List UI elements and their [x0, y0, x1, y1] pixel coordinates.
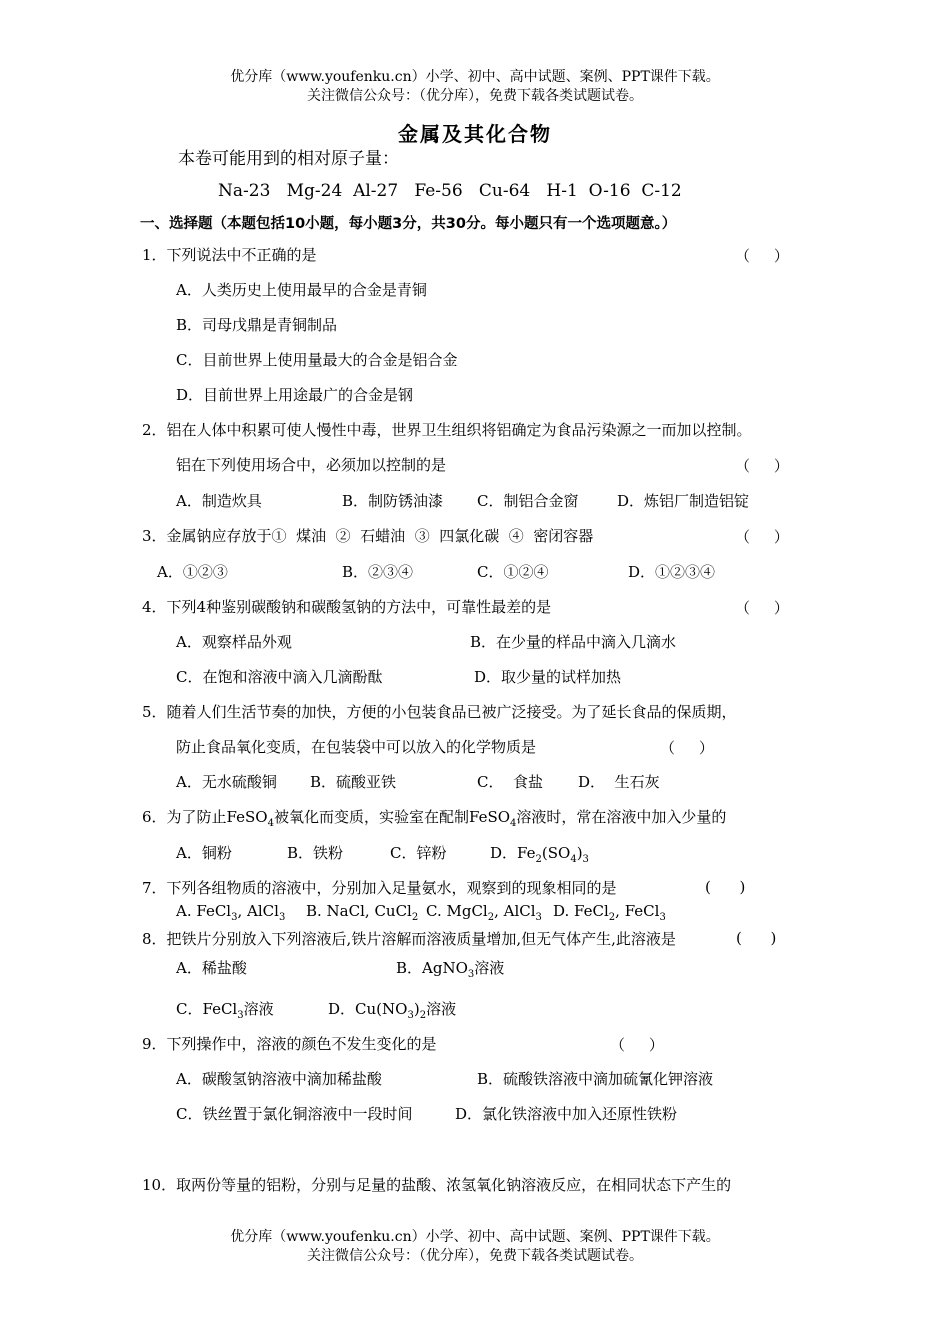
q2-option-c: C．制铝合金窗 [477, 492, 579, 510]
q4-option-b: B．在少量的样品中滴入几滴水 [470, 633, 677, 651]
atomic-intro: 本卷可能用到的相对原子量： [178, 149, 399, 169]
q1-option-c: C．目前世界上使用量最大的合金是铝合金 [176, 351, 458, 369]
q7-option-c: C. MgCl$_2$, AlCl$_3$ [426, 902, 542, 923]
page-title: 金属及其化合物 [398, 122, 552, 146]
q9-answer-paren: （ ） [610, 1036, 664, 1054]
q9-option-d: D．氯化铁溶液中加入还原性铁粉 [455, 1105, 678, 1123]
q7-option-a: A. FeCl$_3$, AlCl$_3$ [176, 902, 286, 923]
q6-stem: 6．为了防止FeSO$_4$被氧化而变质，实验室在配制FeSO$_4$溶液时，常在溶液中加入少量的 [142, 808, 727, 829]
q6-option-b: B．铁粉 [287, 844, 344, 862]
q8-option-b: B．AgNO$_3$溶液 [396, 959, 505, 980]
q3-option-c: C．①②④ [477, 563, 549, 581]
q3-stem: 3．金属钠应存放于① 煤油 ② 石蜡油 ③ 四氯化碳 ④ 密闭容器 [142, 527, 594, 545]
q2-option-b: B．制防锈油漆 [342, 492, 444, 510]
q2-answer-paren: （ ） [735, 457, 789, 475]
q3-option-a: A．①②③ [157, 563, 228, 581]
q5-stem-2: 防止食品氧化变质，在包装袋中可以放入的化学物质是 [176, 738, 537, 756]
q2-stem-2: 铝在下列使用场合中，必须加以控制的是 [176, 456, 447, 474]
q7-option-d: D. FeCl$_2$, FeCl$_3$ [553, 902, 666, 923]
q10-stem: 10．取两份等量的铝粉，分别与足量的盐酸、浓氢氧化钠溶液反应，在相同状态下产生的 [142, 1176, 732, 1194]
q1-option-b: B．司母戊鼎是青铜制品 [176, 316, 338, 334]
q7-answer-paren: ( ) [705, 878, 746, 896]
q2-option-a: A．制造炊具 [176, 492, 262, 510]
footer-line-1: 优分库（www.youfenku.cn）小学、初中、高中试题、案例、PPT课件下载。 [230, 1229, 720, 1245]
q6-option-d: D．$Fe_2(SO_4)_3$ [490, 844, 589, 865]
q2-option-d: D．炼铝厂制造铝锭 [617, 492, 750, 510]
q3-answer-paren: （ ） [735, 528, 789, 546]
q1-answer-paren: （ ） [735, 247, 789, 265]
q4-stem: 4．下列4种鉴别碳酸钠和碳酸氢钠的方法中，可靠性最差的是 [142, 598, 552, 616]
section-heading: 一、选择题（本题包括10小题，每小题3分，共30分。每小题只有一个选项题意。） [140, 216, 677, 232]
q1-stem: 1．下列说法中不正确的是 [142, 246, 317, 264]
q1-option-a: A．人类历史上使用最早的合金是青铜 [176, 281, 427, 299]
q1-option-d: D．目前世界上用途最广的合金是钢 [176, 386, 414, 404]
q3-option-d: D．①②③④ [628, 563, 716, 581]
header-line-2: 关注微信公众号：（优分库），免费下载各类试题试卷。 [307, 88, 643, 104]
q4-option-d: D．取少量的试样加热 [474, 668, 622, 686]
q5-option-c: C． 食盐 [477, 773, 544, 791]
q9-option-a: A．碳酸氢钠溶液中滴加稀盐酸 [176, 1070, 382, 1088]
atomic-masses: Na-23 Mg-24 Al-27 Fe-56 Cu-64 H-1 O-16 C-12 [218, 181, 682, 201]
q7-option-b: B. NaCl, CuCl$_2$ [306, 902, 419, 923]
q5-option-b: B．硫酸亚铁 [310, 773, 397, 791]
q7-stem: 7．下列各组物质的溶液中，分别加入足量氨水，观察到的现象相同的是 [142, 879, 617, 897]
q4-answer-paren: （ ） [735, 599, 789, 617]
q6-option-a: A．铜粉 [176, 844, 232, 862]
q5-answer-paren: （ ） [660, 739, 714, 757]
q2-stem: 2．铝在人体中积累可使人慢性中毒，世界卫生组织将铝确定为食品污染源之一而加以控制。 [142, 421, 752, 439]
q9-option-b: B．硫酸铁溶液中滴加硫氰化钾溶液 [477, 1070, 714, 1088]
q4-option-c: C．在饱和溶液中滴入几滴酚酞 [176, 668, 383, 686]
q8-stem: 8．把铁片分别放入下列溶液后,铁片溶解而溶液质量增加,但无气体产生,此溶液是 [142, 930, 676, 948]
q8-answer-paren: ( ) [736, 929, 777, 947]
q5-option-a: A．无水硫酸铜 [176, 773, 277, 791]
q9-option-c: C．铁丝置于氯化铜溶液中一段时间 [176, 1105, 413, 1123]
q9-stem: 9．下列操作中，溶液的颜色不发生变化的是 [142, 1035, 437, 1053]
q5-option-d: D． 生石灰 [578, 773, 660, 791]
footer-line-2: 关注微信公众号：（优分库），免费下载各类试题试卷。 [307, 1248, 643, 1264]
q4-option-a: A．观察样品外观 [176, 633, 292, 651]
header-line-1: 优分库（www.youfenku.cn）小学、初中、高中试题、案例、PPT课件下载。 [230, 69, 720, 85]
q8-option-a: A．稀盐酸 [176, 959, 247, 977]
q8-option-c: C．FeCl$_3$溶液 [176, 1000, 274, 1021]
q8-option-d: D．$Cu(NO_3)_2$溶液 [328, 1000, 457, 1021]
q3-option-b: B．②③④ [342, 563, 414, 581]
q5-stem: 5．随着人们生活节奏的加快，方便的小包装食品已被广泛接受。为了延长食品的保质期， [142, 703, 737, 721]
q6-option-c: C．锌粉 [390, 844, 447, 862]
